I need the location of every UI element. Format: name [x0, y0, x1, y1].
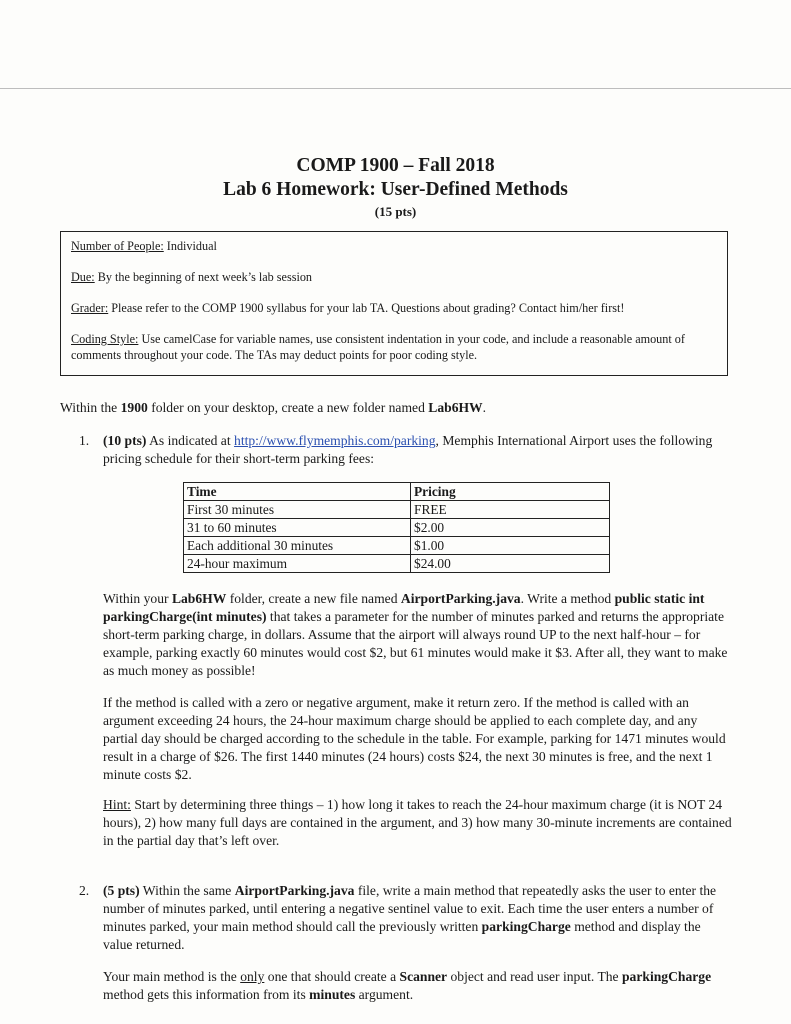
- grader-label: Grader:: [71, 301, 109, 315]
- style-label: Coding Style:: [71, 332, 139, 346]
- info-grader: [71, 300, 717, 316]
- q2-p2-minutes: minutes: [309, 987, 356, 1002]
- intro-end: .: [482, 400, 487, 415]
- intro-text-mid: folder on your desktop, create a new folder named: [147, 400, 429, 415]
- assignment-title: Lab 6 Homework: User-Defined Methods: [223, 179, 568, 200]
- q1-text-pre: As indicated at: [146, 433, 235, 448]
- due-value: By the beginning of next week’s lab session: [94, 270, 313, 284]
- q2-p2-method: parkingCharge: [622, 969, 712, 984]
- q1-hint: [103, 796, 733, 850]
- hint-label: Hint:: [103, 797, 131, 812]
- q2-p2-text-2: one that should create a: [264, 969, 400, 984]
- table-row: [184, 519, 610, 537]
- q2-p2-text-4: method gets this information from its: [103, 987, 310, 1002]
- q2-file: AirportParking.java: [234, 883, 355, 898]
- table-row: [184, 501, 610, 519]
- q2-points: (5 pts): [103, 883, 140, 898]
- q1-p1-signature: public static int parkingCharge(int minutes): [103, 591, 705, 624]
- q2-text-2: file, write a main method that repeatedly asks the user to enter the number of minutes parked, until entering a negative sentinel value to exit. Each time the user enters a number of minutes parked, your main method should call the previously written: [103, 883, 717, 934]
- table-row: [184, 537, 610, 555]
- q1-p1-text-2: folder, create a new file named: [226, 591, 401, 606]
- table-cell-price: $2.00: [411, 519, 610, 537]
- intro-folder: 1900: [120, 400, 148, 415]
- course-title: COMP 1900 – Fall 2018: [296, 155, 495, 176]
- q2-number: 2.: [79, 883, 90, 898]
- q1-p1-text-3: . Write a method: [520, 591, 615, 606]
- info-people: [71, 238, 717, 254]
- intro-new-folder: Lab6HW: [428, 400, 483, 415]
- q1-paragraph-rules: If the method is called with a zero or negative argument, make it return zero. If the method is called with an argument exceeding 24 hours, the 24-hour maximum charge should be applied to each complete day, and any partial day should be charged according to the schedule in the table. For example, parking for 1471 minutes would result in a charge of $26. The first 1440 minutes (24 hours) costs $24, the next 30 minutes is free, and the next 1 minute costs $2.: [103, 695, 726, 782]
- q2-p2-text-5: argument.: [355, 987, 414, 1002]
- table-cell-time: 31 to 60 minutes: [184, 519, 411, 537]
- intro-paragraph: [60, 399, 740, 417]
- q1-number: 1.: [79, 433, 90, 448]
- q2-p2-only: only: [240, 969, 265, 984]
- q1-p1-file: AirportParking.java: [400, 591, 521, 606]
- q1-text-post: , Memphis International Airport uses the following pricing schedule for their short-term parking fees:: [103, 433, 713, 466]
- table-cell-time: 24-hour maximum: [184, 555, 411, 573]
- table-cell-time: Each additional 30 minutes: [184, 537, 411, 555]
- due-label: Due:: [71, 270, 95, 284]
- info-box: [60, 231, 728, 376]
- table-header-row: [184, 483, 610, 501]
- q1-paragraph-method: [103, 590, 733, 680]
- pricing-table: [183, 482, 610, 573]
- q1-p1-folder: Lab6HW: [171, 591, 227, 606]
- style-value: Use camelCase for variable names, use consistent indentation in your code, and include a reasonable amount of comments throughout your code. The TAs may deduct points for poor coding style.: [71, 332, 685, 362]
- title-block: [0, 154, 791, 221]
- parking-link[interactable]: http://www.flymemphis.com/parking: [234, 433, 436, 448]
- q2-text-3: method and display the value returned.: [103, 919, 701, 952]
- q2-p2-text: Your main method is the: [103, 969, 241, 984]
- q1-p1-text-4: that takes a parameter for the number of minutes parked and returns the appropriate short-term parking charge, in dollars. Assume that the airport will always round UP to the next half-hour – for example, parking exactly 60 minutes would cost $2, but 61 minutes would make it $3. After all, they want to make as much money as possible!: [103, 609, 728, 678]
- info-style: [71, 331, 717, 363]
- table-cell-price: $24.00: [411, 555, 610, 573]
- q1-intro: [103, 432, 733, 468]
- q2-text: Within the same: [139, 883, 235, 898]
- people-value: Individual: [163, 239, 217, 253]
- intro-text: Within the: [60, 400, 121, 415]
- table-cell-price: FREE: [411, 501, 610, 519]
- q2-method: parkingCharge: [481, 919, 571, 934]
- q2-p2-text-3: object and read user input. The: [447, 969, 622, 984]
- table-header-time: Time: [184, 483, 411, 501]
- people-label: Number of People:: [71, 239, 164, 253]
- table-cell-price: $1.00: [411, 537, 610, 555]
- q2-paragraph-scanner: [103, 968, 733, 1004]
- scan-top-line: [0, 88, 791, 89]
- assignment-points: (15 pts): [374, 204, 417, 219]
- q1-p1-text: Within your: [103, 591, 172, 606]
- table-row: [184, 555, 610, 573]
- q1-points: (10 pts): [103, 433, 147, 448]
- hint-text: Start by determining three things – 1) how long it takes to reach the 24-hour maximum charge (it is NOT 24 hours), 2) how many full days are contained in the argument, and 3) how many 30-minute increments are contained in the partial day that’s left over.: [103, 797, 732, 848]
- grader-value: Please refer to the COMP 1900 syllabus for your lab TA. Questions about grading? Contact him/her first!: [108, 301, 625, 315]
- info-due: [71, 269, 717, 285]
- table-cell-time: First 30 minutes: [184, 501, 411, 519]
- q2-p2-scanner: Scanner: [399, 969, 448, 984]
- table-header-pricing: Pricing: [411, 483, 610, 501]
- q2-paragraph-main: [103, 882, 733, 954]
